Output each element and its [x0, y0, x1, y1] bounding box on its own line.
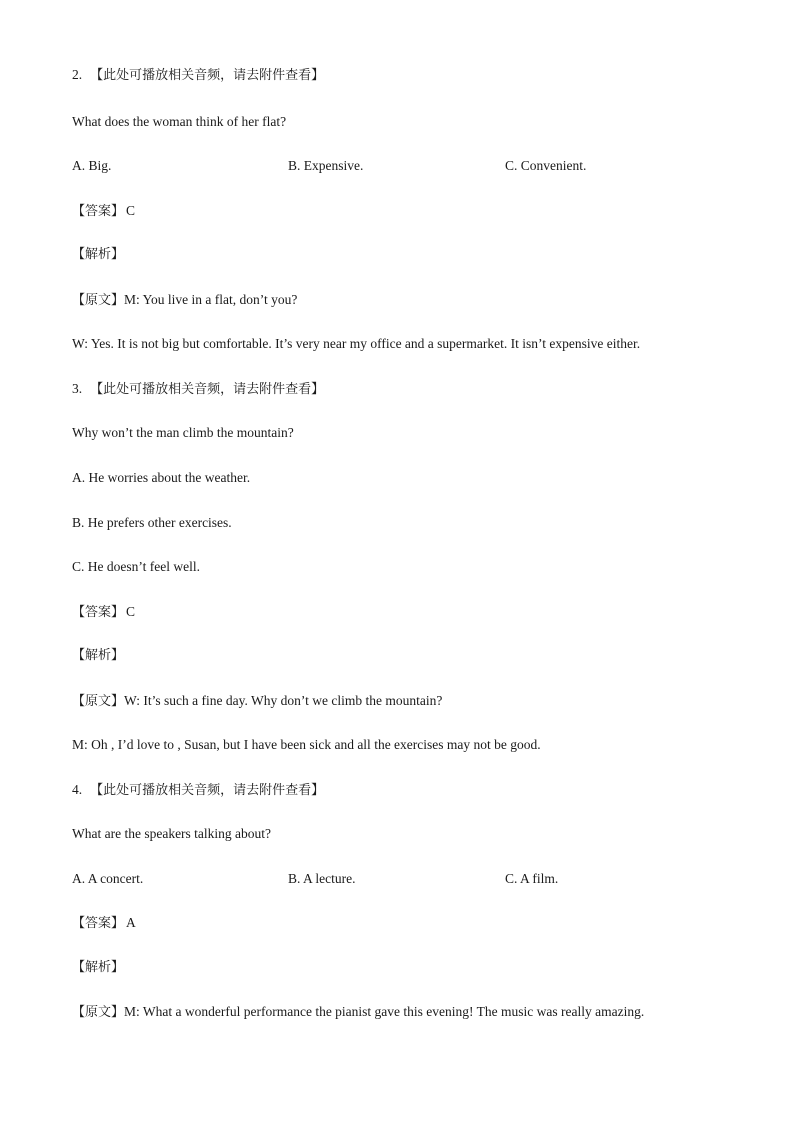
analysis-label: 【解析】 — [72, 648, 125, 663]
question-2-header — [72, 66, 324, 85]
question-number: 4. — [72, 782, 83, 797]
transcript-text: W: It’s such a fine day. Why don’t we climb the mountain? — [124, 693, 443, 708]
option-a: A. He worries about the weather. — [72, 470, 251, 485]
question-number: 2. — [72, 67, 83, 82]
answer-label: 【答案】 — [72, 204, 125, 219]
answer-value: C — [126, 604, 136, 619]
option-a: A. Big. — [72, 158, 112, 173]
transcript-text: M: What a wonderful performance the pianist gave this evening! The music was really amazing. — [124, 1004, 645, 1019]
transcript-line — [72, 1003, 644, 1022]
question-2-prompt: What does the woman think of her flat? — [72, 114, 287, 129]
option-b: B. A lecture. — [288, 871, 356, 886]
answer-line — [72, 202, 135, 221]
question-3-header — [72, 380, 324, 399]
answer-label: 【答案】 — [72, 916, 125, 931]
transcript-label: 【原文】 — [72, 293, 125, 308]
transcript-text: M: You live in a flat, don’t you? — [124, 292, 298, 307]
option-c: C. A film. — [505, 871, 559, 886]
transcript-text: W: Yes. It is not big but comfortable. It’s very near my office and a supermarket. It isn’t expensive either. — [72, 336, 641, 351]
transcript-label: 【原文】 — [72, 694, 125, 709]
question-number: 3. — [72, 381, 83, 396]
option-b: B. He prefers other exercises. — [72, 515, 232, 530]
answer-line — [72, 914, 136, 933]
transcript-label: 【原文】 — [72, 1005, 125, 1020]
question-4-header — [72, 781, 324, 800]
answer-label: 【答案】 — [72, 605, 125, 620]
transcript-text: M: Oh , I’d love to , Susan, but I have been sick and all the exercises may not be good. — [72, 737, 541, 752]
transcript-line — [72, 291, 297, 310]
question-4-prompt: What are the speakers talking about? — [72, 826, 272, 841]
audio-note[interactable]: 【此处可播放相关音频，请去附件查看】 — [90, 382, 325, 397]
analysis-label: 【解析】 — [72, 960, 125, 975]
audio-note[interactable]: 【此处可播放相关音频，请去附件查看】 — [90, 783, 325, 798]
answer-value: A — [126, 915, 136, 930]
audio-note[interactable]: 【此处可播放相关音频，请去附件查看】 — [90, 68, 325, 83]
option-b: B. Expensive. — [288, 158, 364, 173]
option-a: A. A concert. — [72, 871, 144, 886]
answer-value: C — [126, 203, 136, 218]
option-c: C. Convenient. — [505, 158, 587, 173]
answer-line — [72, 603, 135, 622]
question-3-prompt: Why won’t the man climb the mountain? — [72, 425, 294, 440]
analysis-label: 【解析】 — [72, 247, 125, 262]
option-c: C. He doesn’t feel well. — [72, 559, 200, 574]
transcript-line — [72, 692, 442, 711]
